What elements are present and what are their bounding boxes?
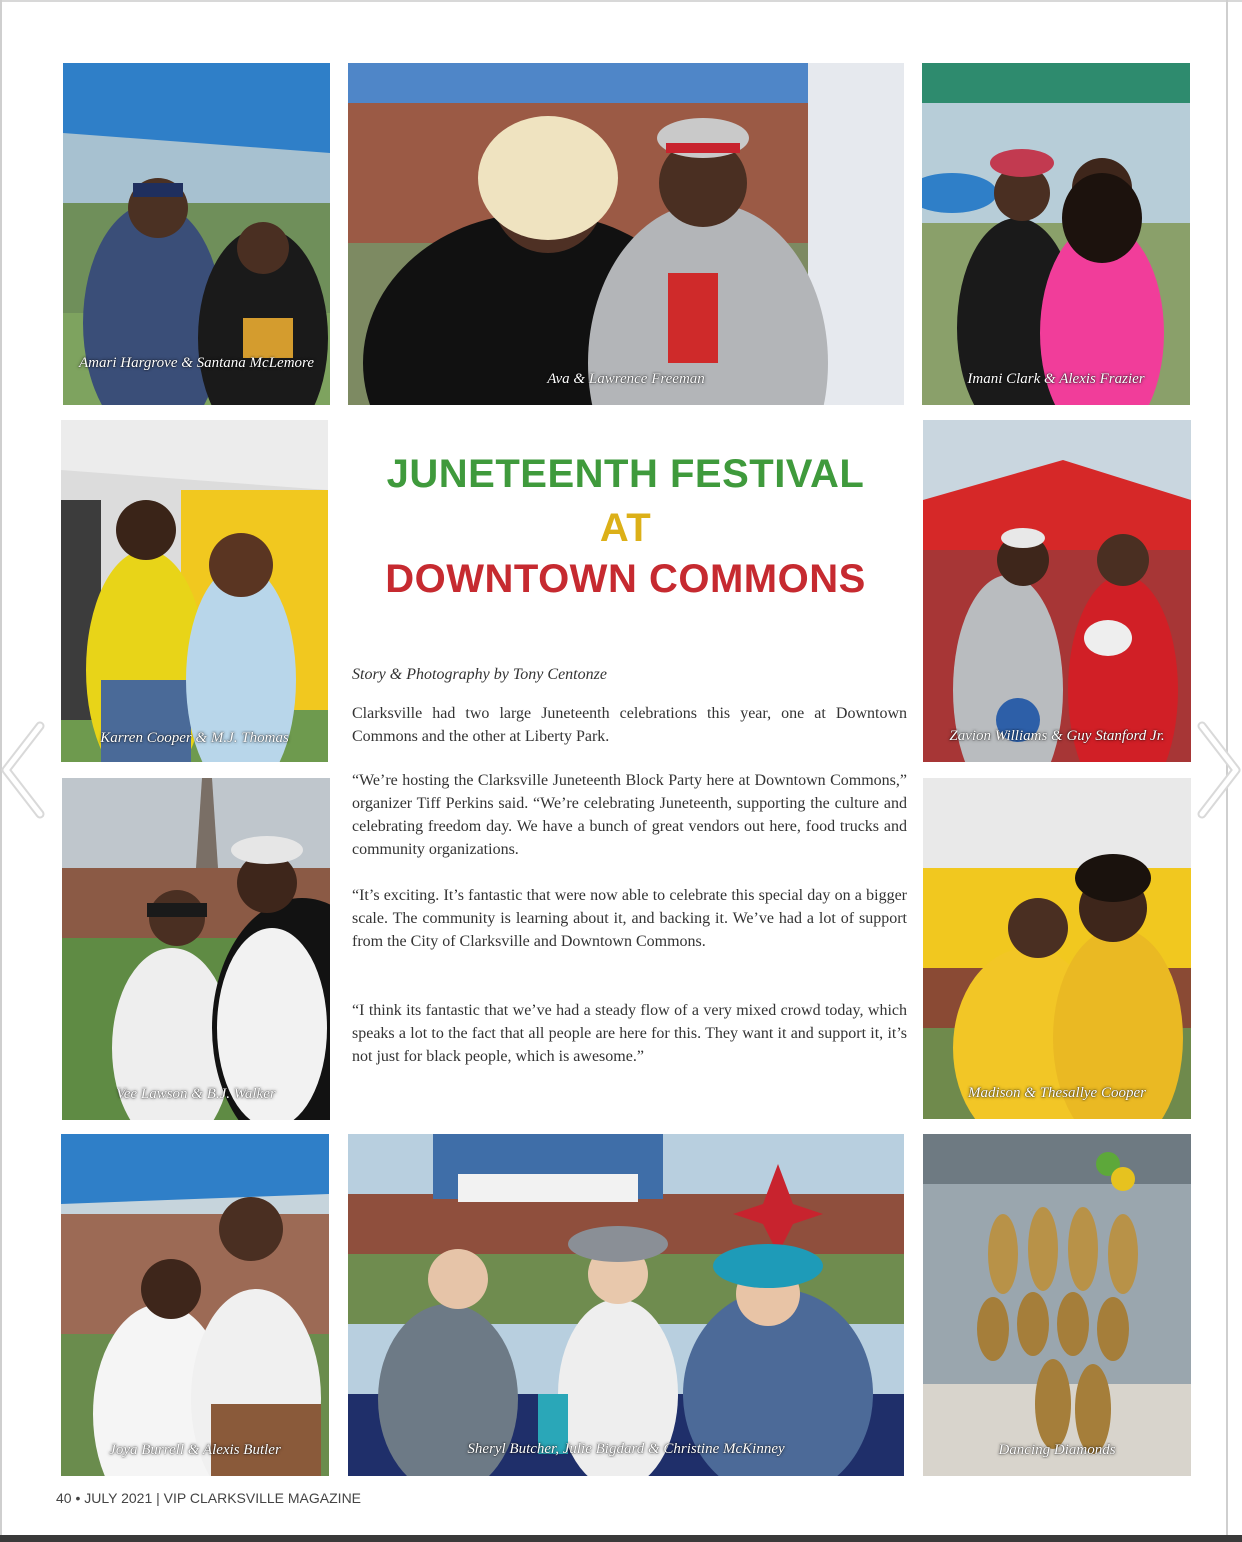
photo-zavion-guy bbox=[923, 420, 1191, 762]
photo-image bbox=[63, 63, 330, 405]
photo-caption: Amari Hargrove & Santana McLemore bbox=[79, 355, 314, 371]
page-border-top bbox=[0, 0, 1242, 2]
article-title-line3: DOWNTOWN COMMONS bbox=[385, 557, 866, 601]
photo-image bbox=[922, 63, 1190, 405]
photo-caption: Madison & Thesallye Cooper bbox=[968, 1085, 1146, 1101]
photo-image bbox=[348, 1134, 904, 1476]
article-paragraph: “We’re hosting the Clarksville Juneteenth Block Party here at Downtown Commons,” organizer Tiff Perkins said. “We’re celebrating Juneteenth, supporting the culture and celebrating freedom day. We have a bunch of great vendors out here, food trucks and community organizations. bbox=[352, 772, 907, 858]
chevron-left-icon[interactable] bbox=[0, 720, 48, 820]
photo-image bbox=[923, 778, 1191, 1119]
photo-caption: Sheryl Butcher, Julie Bigdard & Christine McKinney bbox=[467, 1441, 785, 1457]
photo-image bbox=[62, 778, 330, 1120]
photo-image bbox=[348, 63, 904, 405]
photo-amari-santana bbox=[63, 63, 330, 405]
photo-dancing-diamonds bbox=[923, 1134, 1191, 1476]
article-paragraph: “I think its fantastic that we’ve had a steady flow of a very mixed crowd today, which speaks a lot to the fact that all people are here for this. They want it and support it, it’s not just for black people, which is awesome.” bbox=[352, 1002, 907, 1065]
photo-caption: Joya Burrell & Alexis Butler bbox=[109, 1442, 281, 1458]
photo-caption: Vee Lawson & B.J. Walker bbox=[116, 1086, 276, 1102]
article-paragraph: Clarksville had two large Juneteenth celebrations this year, one at Downtown Commons and the other at Liberty Park. bbox=[352, 705, 907, 745]
article-title-line1: JUNETEENTH FESTIVAL bbox=[386, 452, 865, 496]
article-byline: Story & Photography by Tony Centonze bbox=[352, 666, 607, 683]
chevron-right-icon[interactable] bbox=[1194, 720, 1242, 820]
photo-joya-alexis bbox=[61, 1134, 329, 1476]
photo-caption: Imani Clark & Alexis Frazier bbox=[967, 371, 1145, 387]
photo-image bbox=[923, 420, 1191, 762]
photo-vote-table bbox=[348, 1134, 904, 1476]
photo-vee-bj bbox=[62, 778, 330, 1120]
bottom-bar bbox=[0, 1535, 1242, 1542]
photo-image bbox=[61, 420, 328, 762]
photo-caption: Karren Cooper & M.J. Thomas bbox=[100, 730, 289, 746]
photo-imani-alexis bbox=[922, 63, 1190, 405]
photo-caption: Dancing Diamonds bbox=[998, 1442, 1116, 1458]
photo-karren-mj bbox=[61, 420, 328, 762]
photo-ava-lawrence bbox=[348, 63, 904, 405]
photo-image bbox=[923, 1134, 1191, 1476]
photo-madison-thesallye bbox=[923, 778, 1191, 1119]
article-paragraph: “It’s exciting. It’s fantastic that were now able to celebrate this special day on a bigger scale. The community is learning about it, and backing it. We’ve had a lot of support from the City of Clarksville and Downtown Commons. bbox=[352, 887, 907, 950]
photo-image bbox=[61, 1134, 329, 1476]
article-title-line2: AT bbox=[599, 506, 652, 550]
photo-caption: Zavion Williams & Guy Stanford Jr. bbox=[949, 728, 1165, 744]
page-footer: 40 • JULY 2021 | VIP CLARKSVILLE MAGAZINE bbox=[56, 1490, 362, 1506]
photo-caption: Ava & Lawrence Freeman bbox=[547, 371, 705, 387]
